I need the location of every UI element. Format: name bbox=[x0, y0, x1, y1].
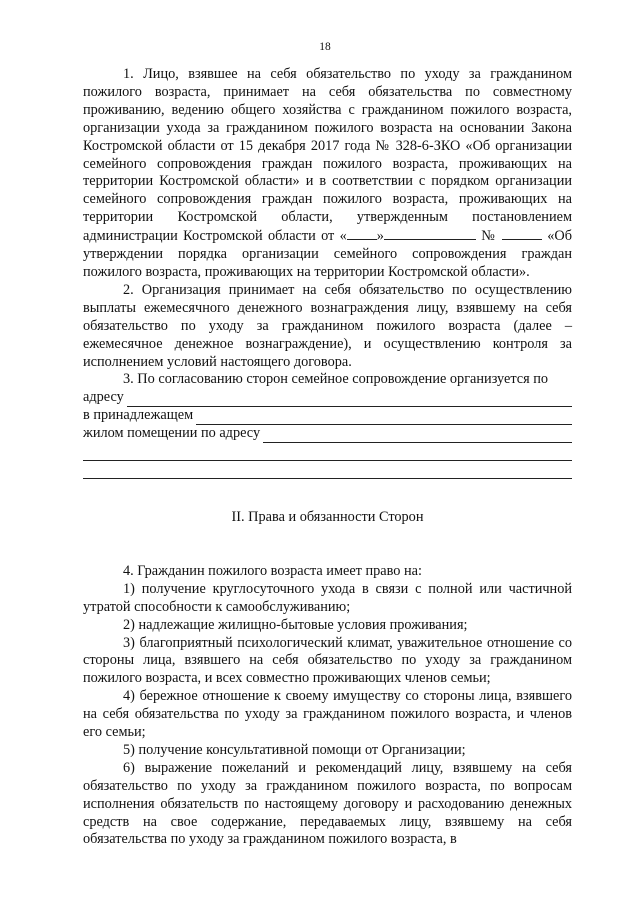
clause-2: 2. Организация принимает на себя обязательство по осуществлению выплаты ежемесячного денежного вознаграждения лицу, взявшему на себя обязательство по уходу за гражданином пожилого возраста (далее – ежемесячное денежное вознаграждение), и осуществлению контроля за исполнением условий настоящего договора. bbox=[83, 281, 572, 370]
clause-4-item-3: 3) благоприятный психологический климат, уважительное отношение со стороны лица, взявшего на себя обязательство по уходу за гражданином пожилого возраста, и всех совместно проживающих членов семьи; bbox=[83, 634, 572, 687]
dwelling-label: жилом помещении по адресу bbox=[83, 425, 261, 442]
page-number: 18 bbox=[319, 41, 331, 53]
resolution-number-blank bbox=[502, 227, 542, 240]
owned-line bbox=[83, 407, 572, 425]
date-month-blank bbox=[384, 227, 476, 240]
owned-label: в принадлежащем bbox=[83, 407, 194, 424]
clause-1-text-b: » bbox=[376, 228, 384, 245]
address-label: адресу bbox=[83, 389, 124, 406]
blank-fill-line-1 bbox=[83, 447, 572, 461]
clause-1-text-d: «Об утверждении порядка организации семейного сопровождения граждан пожилого возраста, проживающих на территории Костромской области». bbox=[83, 228, 572, 280]
clause-4-item-4: 4) бережное отношение к своему имуществу со стороны лица, взявшего на себя обязательства по уходу за гражданином пожилого возраста, и членов его семьи; bbox=[83, 688, 572, 741]
clause-4-item-6: 6) выражение пожеланий и рекомендаций лицу, взявшему на себя обязательство по уходу за гражданином пожилого возраста, по вопросам исполнения обязательств по настоящему договору и расходованию денежных средств на свое содержание, передаваемых лицу, взявшему на себя обязательства по уходу за гражданином пожилого возраста, в bbox=[83, 759, 572, 848]
clause-1-text-c: № bbox=[475, 228, 502, 245]
date-day-blank bbox=[347, 227, 377, 240]
clause-3-intro: 3. По согласованию сторон семейное сопровождение организуется по bbox=[123, 371, 549, 388]
address-line bbox=[83, 389, 572, 407]
section-2-heading: II. Права и обязанности Сторон bbox=[231, 508, 424, 525]
clause-4-item-5: 5) получение консультативной помощи от Организации; bbox=[123, 741, 466, 758]
clause-1 bbox=[83, 66, 572, 282]
dwelling-line bbox=[83, 425, 572, 443]
clause-1-text-a: 1. Лицо, взявшее на себя обязательство по уходу за гражданином пожилого возраста, принимает на себя обязательства по совместному проживанию, ведению общего хозяйства с гражданином пожилого возраста, организации ухода за гражданином пожилого возраста на основании Закона Костромской области от 15 декабря 2017 года № 328-6-ЗКО «Об организации семейного сопровождения граждан пожилого возраста, проживающих на территории Костромской области» и в соответствии с порядком организации семейного сопровождения граждан пожилого возраста, проживающих на территории Костромской области, утвержденным постановлением администрации Костромской области от « bbox=[83, 66, 572, 245]
dwelling-fill-line bbox=[263, 429, 572, 443]
clause-4-item-1: 1) получение круглосуточного ухода в связи с полной или частичной утратой способности к самообслуживанию; bbox=[83, 580, 572, 615]
clause-4-item-2: 2) надлежащие жилищно-бытовые условия проживания; bbox=[123, 616, 468, 633]
blank-fill-line-2 bbox=[83, 465, 572, 479]
clause-4-intro: 4. Гражданин пожилого возраста имеет право на: bbox=[123, 562, 422, 579]
document-body bbox=[83, 66, 572, 849]
address-fill-line bbox=[127, 393, 572, 407]
owned-fill-line bbox=[196, 411, 572, 425]
